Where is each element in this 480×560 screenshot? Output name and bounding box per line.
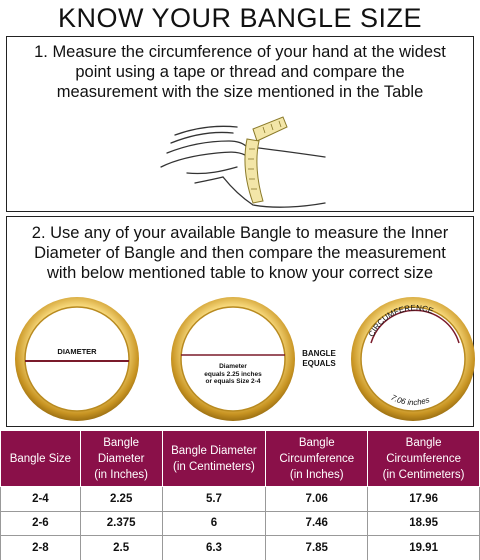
circumference-value: 7.06 inches — [389, 392, 431, 408]
table-header-row — [1, 431, 480, 487]
header-circumference-cm — [368, 431, 480, 487]
step-2-line-3: with below mentioned table to know your correct size — [46, 264, 434, 282]
table-cell: 2-6 — [1, 511, 81, 536]
header-line: (in Centimeters) — [173, 460, 255, 473]
table-cell: 6.3 — [162, 536, 266, 560]
circumference-label: CIRCUMFERENCE — [366, 303, 435, 339]
table-cell: 7.85 — [266, 536, 368, 560]
table-cell: 5.7 — [162, 487, 266, 512]
header-bangle-size — [1, 431, 81, 487]
header-diameter-cm — [162, 431, 266, 487]
equals-line-1: BANGLE — [302, 349, 336, 358]
table-row — [1, 487, 480, 512]
table-cell: 2.375 — [80, 511, 162, 536]
equals-line-2: EQUALS — [302, 359, 336, 368]
header-line: Circumference — [279, 452, 355, 465]
header-line: (in Centimeters) — [382, 468, 465, 481]
hand-measuring-illustration — [157, 109, 327, 213]
table-cell: 2-8 — [1, 536, 81, 560]
table-row — [1, 536, 480, 560]
diameter-caption — [197, 363, 269, 386]
table-cell: 2.5 — [80, 536, 162, 560]
step-1-panel — [6, 36, 474, 212]
step-1-line-2: point using a tape or thread and compare the — [75, 63, 405, 81]
header-line: Bangle — [103, 436, 140, 449]
bangle-diameter-ring — [11, 293, 143, 425]
table-row — [1, 511, 480, 536]
header-circumference-inches — [266, 431, 368, 487]
caption-line-2: equals 2.25 inches — [204, 370, 262, 378]
caption-line-1: Diameter — [219, 363, 247, 370]
header-line: (in Inches) — [94, 468, 148, 481]
header-line: Diameter — [97, 452, 145, 465]
step-2-text — [7, 223, 473, 283]
step-2-line-1: 2. Use any of your available Bangle to measure the Inner — [31, 224, 449, 242]
header-line: Bangle — [298, 436, 335, 449]
table-cell: 7.46 — [266, 511, 368, 536]
step-1-line-1: 1. Measure the circumference of your hand at the widest — [34, 43, 446, 61]
table-cell: 2.25 — [80, 487, 162, 512]
table-cell: 18.95 — [368, 511, 480, 536]
header-line: (in Inches) — [289, 468, 344, 481]
header-line: Circumference — [386, 452, 461, 465]
table-cell: 2-4 — [1, 487, 81, 512]
bangle-circumference-ring — [347, 293, 479, 425]
header-line: Bangle Diameter — [171, 444, 257, 457]
measuring-tape-icon — [245, 117, 287, 203]
step-2-panel — [6, 216, 474, 427]
header-diameter-inches — [80, 431, 162, 487]
bangle-caption-ring — [167, 293, 299, 425]
bangle-size-table — [0, 430, 480, 560]
header-line: Bangle Size — [9, 452, 72, 465]
step-1-line-3: measurement with the size mentioned in the Table — [56, 83, 424, 101]
step-1-text — [7, 42, 473, 102]
page-title: KNOW YOUR BANGLE SIZE — [57, 3, 423, 33]
table-cell: 6 — [162, 511, 266, 536]
table-cell: 17.96 — [368, 487, 480, 512]
table-cell: 7.06 — [266, 487, 368, 512]
step-2-line-2: Diameter of Bangle and then compare the measurement — [34, 244, 446, 262]
caption-line-3: or equals Size 2-4 — [205, 378, 261, 385]
table-cell: 19.91 — [368, 536, 480, 560]
header-line: Bangle — [405, 436, 442, 449]
bangle-equals-text — [297, 349, 341, 369]
diameter-label: DIAMETER — [57, 347, 97, 356]
